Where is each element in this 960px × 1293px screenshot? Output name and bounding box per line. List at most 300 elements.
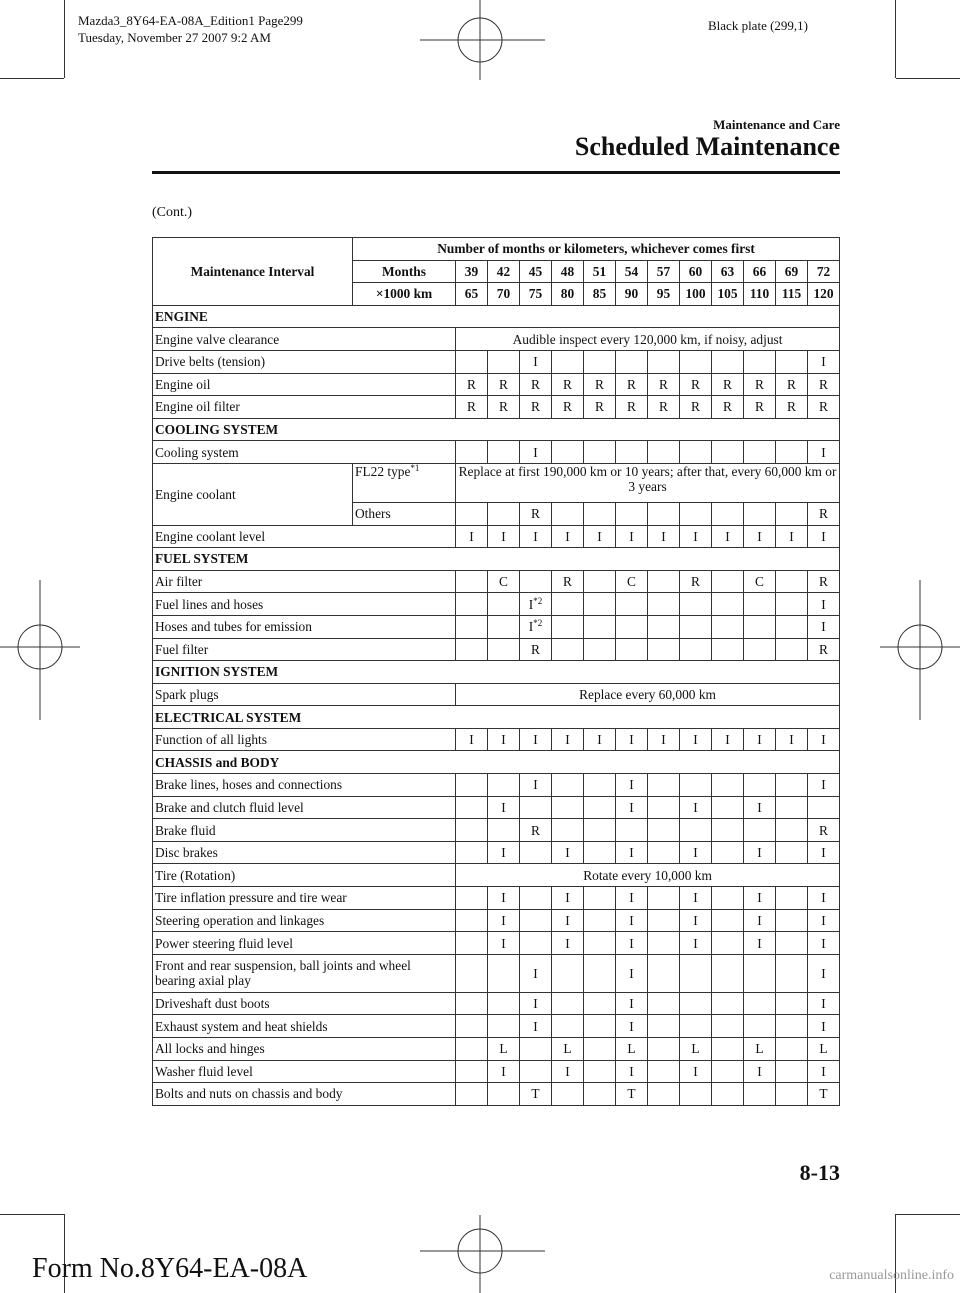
schedule-cell bbox=[488, 954, 520, 992]
schedule-cell bbox=[552, 774, 584, 797]
schedule-cell bbox=[744, 373, 776, 396]
schedule-mark: I bbox=[757, 845, 762, 861]
schedule-mark: I bbox=[533, 1018, 538, 1034]
row-label: Hoses and tubes for emission bbox=[153, 615, 456, 638]
schedule-cell bbox=[456, 1038, 488, 1061]
schedule-cell bbox=[648, 570, 680, 593]
schedule-cell bbox=[616, 638, 648, 661]
schedule-cell bbox=[488, 525, 520, 548]
schedule-cell bbox=[584, 396, 616, 419]
schedule-mark: I bbox=[821, 777, 826, 793]
schedule-cell bbox=[648, 909, 680, 932]
schedule-cell bbox=[584, 615, 616, 638]
schedule-cell bbox=[776, 502, 808, 525]
schedule-cell bbox=[552, 932, 584, 955]
schedule-mark: R bbox=[819, 376, 828, 392]
km-label: ×1000 km bbox=[353, 283, 456, 306]
schedule-cell bbox=[456, 441, 488, 464]
schedule-cell bbox=[744, 1083, 776, 1106]
schedule-mark: R bbox=[755, 376, 764, 392]
schedule-cell bbox=[712, 932, 744, 955]
km-cell: 115 bbox=[776, 283, 808, 306]
row-label: Disc brakes bbox=[153, 841, 456, 864]
schedule-cell bbox=[520, 1060, 552, 1083]
month-cell: 42 bbox=[488, 260, 520, 283]
schedule-mark: T bbox=[627, 1086, 636, 1102]
registration-target-icon bbox=[880, 580, 960, 720]
row-label: Steering operation and linkages bbox=[153, 909, 456, 932]
schedule-cell bbox=[680, 887, 712, 910]
schedule-cell bbox=[776, 728, 808, 751]
schedule-mark: R bbox=[659, 399, 668, 415]
schedule-mark: I bbox=[565, 732, 570, 748]
row-label: Engine valve clearance bbox=[153, 328, 456, 351]
print-header-file: Mazda3_8Y64-EA-08A_Edition1 Page299 bbox=[78, 13, 303, 28]
schedule-cell bbox=[456, 728, 488, 751]
schedule-cell bbox=[808, 841, 840, 864]
schedule-cell bbox=[776, 593, 808, 616]
schedule-cell bbox=[456, 887, 488, 910]
crop-mark bbox=[896, 78, 960, 79]
schedule-cell bbox=[456, 819, 488, 842]
schedule-mark: C bbox=[627, 574, 636, 590]
schedule-cell bbox=[488, 909, 520, 932]
schedule-mark: L bbox=[563, 1041, 572, 1057]
schedule-cell bbox=[616, 570, 648, 593]
schedule-cell bbox=[616, 819, 648, 842]
schedule-mark: I bbox=[469, 528, 474, 544]
schedule-cell bbox=[520, 570, 552, 593]
schedule-cell bbox=[680, 350, 712, 373]
schedule-mark: R bbox=[531, 822, 540, 838]
km-cell: 95 bbox=[648, 283, 680, 306]
schedule-mark: I bbox=[629, 1063, 634, 1079]
table-row bbox=[153, 683, 840, 706]
schedule-cell bbox=[680, 774, 712, 797]
schedule-cell bbox=[648, 615, 680, 638]
schedule-cell bbox=[680, 909, 712, 932]
schedule-cell bbox=[776, 774, 808, 797]
schedule-cell bbox=[584, 1060, 616, 1083]
schedule-cell bbox=[648, 774, 680, 797]
schedule-cell bbox=[616, 796, 648, 819]
month-cell: 57 bbox=[648, 260, 680, 283]
table-row bbox=[153, 841, 840, 864]
month-cell: 66 bbox=[744, 260, 776, 283]
schedule-cell bbox=[584, 932, 616, 955]
schedule-cell bbox=[584, 819, 616, 842]
schedule-cell bbox=[488, 796, 520, 819]
schedule-cell bbox=[584, 1038, 616, 1061]
schedule-mark: I bbox=[528, 596, 534, 612]
page-title: Scheduled Maintenance bbox=[574, 132, 840, 161]
schedule-cell bbox=[808, 593, 840, 616]
table-row bbox=[153, 796, 840, 819]
schedule-cell bbox=[744, 615, 776, 638]
schedule-mark: I bbox=[821, 935, 826, 951]
schedule-cell bbox=[584, 525, 616, 548]
schedule-cell bbox=[488, 992, 520, 1015]
schedule-cell bbox=[776, 350, 808, 373]
schedule-mark: R bbox=[819, 641, 828, 657]
schedule-cell bbox=[520, 593, 552, 616]
registration-target-icon bbox=[0, 580, 80, 720]
crop-mark bbox=[0, 1214, 64, 1215]
schedule-mark: R bbox=[531, 506, 540, 522]
schedule-cell bbox=[648, 932, 680, 955]
schedule-cell bbox=[744, 350, 776, 373]
crop-mark bbox=[64, 0, 65, 78]
table-row bbox=[153, 909, 840, 932]
schedule-cell bbox=[520, 638, 552, 661]
schedule-mark: I bbox=[565, 890, 570, 906]
schedule-mark: R bbox=[563, 376, 572, 392]
crop-mark bbox=[0, 78, 64, 79]
schedule-cell bbox=[584, 1015, 616, 1038]
schedule-cell bbox=[520, 1015, 552, 1038]
schedule-cell bbox=[712, 819, 744, 842]
section-label: Maintenance and Care bbox=[713, 117, 840, 132]
schedule-cell bbox=[584, 570, 616, 593]
section-row bbox=[153, 418, 840, 441]
schedule-cell bbox=[712, 796, 744, 819]
schedule-cell bbox=[488, 841, 520, 864]
schedule-mark: R bbox=[787, 399, 796, 415]
schedule-mark: R bbox=[499, 376, 508, 392]
section-heading: IGNITION SYSTEM bbox=[153, 661, 840, 684]
schedule-cell bbox=[648, 1015, 680, 1038]
schedule-cell bbox=[520, 887, 552, 910]
schedule-mark: I bbox=[693, 935, 698, 951]
table-row bbox=[153, 638, 840, 661]
coolant-type-label bbox=[353, 463, 456, 502]
row-label: Bolts and nuts on chassis and body bbox=[153, 1083, 456, 1106]
schedule-mark: R bbox=[755, 399, 764, 415]
schedule-cell bbox=[648, 887, 680, 910]
schedule-cell bbox=[552, 1060, 584, 1083]
row-note: Rotate every 10,000 km bbox=[456, 864, 840, 887]
schedule-cell bbox=[712, 909, 744, 932]
schedule-cell bbox=[808, 502, 840, 525]
schedule-cell bbox=[712, 841, 744, 864]
schedule-mark: I bbox=[821, 890, 826, 906]
schedule-cell bbox=[488, 774, 520, 797]
schedule-mark: I bbox=[725, 528, 730, 544]
schedule-cell bbox=[712, 396, 744, 419]
table-row bbox=[153, 615, 840, 638]
schedule-mark: I bbox=[501, 845, 506, 861]
schedule-cell bbox=[744, 796, 776, 819]
schedule-mark: I bbox=[693, 732, 698, 748]
schedule-mark: I bbox=[821, 528, 826, 544]
schedule-cell bbox=[744, 841, 776, 864]
section-row bbox=[153, 661, 840, 684]
schedule-cell bbox=[456, 1015, 488, 1038]
schedule-cell bbox=[488, 570, 520, 593]
schedule-cell bbox=[488, 638, 520, 661]
table-row bbox=[153, 441, 840, 464]
schedule-mark: C bbox=[755, 574, 764, 590]
table-row bbox=[153, 396, 840, 419]
schedule-cell bbox=[584, 887, 616, 910]
schedule-cell bbox=[520, 728, 552, 751]
schedule-cell bbox=[456, 525, 488, 548]
print-header bbox=[78, 12, 303, 46]
schedule-cell bbox=[616, 502, 648, 525]
row-label: Engine coolant bbox=[153, 463, 353, 525]
schedule-cell bbox=[488, 819, 520, 842]
schedule-mark: I bbox=[629, 996, 634, 1012]
row-label: Front and rear suspension, ball joints and wheel bearing axial play bbox=[153, 954, 456, 992]
schedule-cell bbox=[808, 796, 840, 819]
schedule-cell bbox=[456, 396, 488, 419]
schedule-cell bbox=[648, 1038, 680, 1061]
schedule-mark: I bbox=[533, 354, 538, 370]
schedule-mark: I bbox=[757, 890, 762, 906]
schedule-cell bbox=[520, 525, 552, 548]
schedule-cell bbox=[552, 1038, 584, 1061]
schedule-cell bbox=[712, 441, 744, 464]
km-cell: 80 bbox=[552, 283, 584, 306]
schedule-cell bbox=[552, 887, 584, 910]
schedule-cell bbox=[776, 615, 808, 638]
schedule-cell bbox=[808, 954, 840, 992]
km-cell: 65 bbox=[456, 283, 488, 306]
schedule-cell bbox=[648, 593, 680, 616]
schedule-cell bbox=[680, 396, 712, 419]
schedule-mark: I bbox=[528, 619, 534, 635]
title-rule bbox=[152, 171, 840, 174]
schedule-mark: I bbox=[757, 912, 762, 928]
schedule-cell bbox=[616, 932, 648, 955]
schedule-mark: I bbox=[821, 965, 826, 981]
schedule-cell bbox=[680, 1015, 712, 1038]
schedule-cell bbox=[584, 796, 616, 819]
schedule-mark: R bbox=[787, 376, 796, 392]
schedule-mark: I bbox=[565, 912, 570, 928]
schedule-cell bbox=[616, 909, 648, 932]
schedule-cell bbox=[680, 728, 712, 751]
schedule-cell bbox=[616, 1060, 648, 1083]
schedule-mark: R bbox=[819, 574, 828, 590]
schedule-cell bbox=[712, 1083, 744, 1106]
section-row bbox=[153, 305, 840, 328]
schedule-cell bbox=[520, 502, 552, 525]
schedule-cell bbox=[648, 525, 680, 548]
schedule-cell bbox=[456, 570, 488, 593]
km-cell: 120 bbox=[808, 283, 840, 306]
schedule-cell bbox=[744, 396, 776, 419]
schedule-mark: I bbox=[821, 912, 826, 928]
schedule-cell bbox=[520, 774, 552, 797]
crop-mark bbox=[895, 0, 896, 78]
schedule-cell bbox=[776, 909, 808, 932]
schedule-cell bbox=[456, 350, 488, 373]
schedule-cell bbox=[648, 954, 680, 992]
table-row bbox=[153, 525, 840, 548]
schedule-cell bbox=[456, 841, 488, 864]
table-row bbox=[153, 1060, 840, 1083]
schedule-cell bbox=[488, 728, 520, 751]
page-number: 8-13 bbox=[799, 1160, 840, 1185]
schedule-cell bbox=[520, 350, 552, 373]
schedule-cell bbox=[552, 525, 584, 548]
schedule-mark: I bbox=[533, 996, 538, 1012]
schedule-cell bbox=[552, 992, 584, 1015]
row-note: Replace every 60,000 km bbox=[456, 683, 840, 706]
schedule-mark: I bbox=[597, 732, 602, 748]
row-label: Air filter bbox=[153, 570, 456, 593]
schedule-mark: I bbox=[629, 845, 634, 861]
table-row bbox=[153, 728, 840, 751]
schedule-mark: I bbox=[757, 732, 762, 748]
coolant-type-label: Others bbox=[353, 502, 456, 525]
schedule-cell bbox=[808, 932, 840, 955]
schedule-cell bbox=[456, 638, 488, 661]
schedule-cell bbox=[456, 796, 488, 819]
schedule-mark: I bbox=[533, 732, 538, 748]
schedule-cell bbox=[808, 441, 840, 464]
schedule-cell bbox=[616, 593, 648, 616]
schedule-cell bbox=[776, 373, 808, 396]
schedule-cell bbox=[584, 841, 616, 864]
schedule-mark: R bbox=[819, 822, 828, 838]
schedule-cell bbox=[680, 1083, 712, 1106]
schedule-mark: I bbox=[629, 799, 634, 815]
row-label: Brake fluid bbox=[153, 819, 456, 842]
schedule-cell bbox=[712, 570, 744, 593]
schedule-mark: I bbox=[821, 619, 826, 635]
schedule-cell bbox=[552, 350, 584, 373]
schedule-mark: I bbox=[533, 528, 538, 544]
schedule-mark: I bbox=[725, 732, 730, 748]
schedule-cell bbox=[552, 638, 584, 661]
section-heading: FUEL SYSTEM bbox=[153, 548, 840, 571]
schedule-cell bbox=[680, 441, 712, 464]
schedule-cell bbox=[616, 1015, 648, 1038]
schedule-mark: I bbox=[501, 890, 506, 906]
schedule-cell bbox=[744, 932, 776, 955]
schedule-mark: R bbox=[659, 376, 668, 392]
schedule-mark: R bbox=[531, 641, 540, 657]
row-label: Driveshaft dust boots bbox=[153, 992, 456, 1015]
schedule-cell bbox=[712, 525, 744, 548]
schedule-cell bbox=[584, 593, 616, 616]
schedule-cell bbox=[776, 887, 808, 910]
schedule-mark: R bbox=[819, 399, 828, 415]
schedule-mark: R bbox=[595, 399, 604, 415]
schedule-cell bbox=[552, 841, 584, 864]
schedule-cell bbox=[680, 819, 712, 842]
schedule-cell bbox=[648, 350, 680, 373]
schedule-mark: I bbox=[629, 777, 634, 793]
schedule-cell bbox=[520, 954, 552, 992]
schedule-cell bbox=[584, 774, 616, 797]
schedule-cell bbox=[648, 441, 680, 464]
schedule-cell bbox=[808, 1083, 840, 1106]
schedule-mark: I bbox=[629, 935, 634, 951]
row-label: All locks and hinges bbox=[153, 1038, 456, 1061]
schedule-cell bbox=[488, 1060, 520, 1083]
schedule-cell bbox=[584, 441, 616, 464]
schedule-mark: R bbox=[819, 506, 828, 522]
schedule-cell bbox=[808, 774, 840, 797]
km-cell: 105 bbox=[712, 283, 744, 306]
schedule-mark: R bbox=[723, 399, 732, 415]
table-row bbox=[153, 1083, 840, 1106]
row-label: Engine coolant level bbox=[153, 525, 456, 548]
schedule-cell bbox=[808, 909, 840, 932]
schedule-cell bbox=[552, 1015, 584, 1038]
schedule-cell bbox=[616, 441, 648, 464]
schedule-mark: I bbox=[821, 354, 826, 370]
section-heading: CHASSIS and BODY bbox=[153, 751, 840, 774]
schedule-cell bbox=[552, 593, 584, 616]
row-label: Spark plugs bbox=[153, 683, 456, 706]
schedule-cell bbox=[456, 502, 488, 525]
month-cell: 45 bbox=[520, 260, 552, 283]
footnote-mark: *2 bbox=[533, 618, 543, 629]
row-label: Drive belts (tension) bbox=[153, 350, 456, 373]
months-label: Months bbox=[353, 260, 456, 283]
schedule-mark: I bbox=[533, 444, 538, 460]
table-row bbox=[153, 570, 840, 593]
schedule-cell bbox=[680, 954, 712, 992]
schedule-cell bbox=[520, 441, 552, 464]
schedule-mark: R bbox=[499, 399, 508, 415]
schedule-cell bbox=[744, 1015, 776, 1038]
schedule-cell bbox=[712, 1038, 744, 1061]
schedule-cell bbox=[744, 525, 776, 548]
schedule-cell bbox=[552, 796, 584, 819]
row-label: Power steering fluid level bbox=[153, 932, 456, 955]
schedule-cell bbox=[776, 954, 808, 992]
schedule-cell bbox=[808, 525, 840, 548]
schedule-mark: C bbox=[499, 574, 508, 590]
schedule-cell bbox=[776, 932, 808, 955]
schedule-mark: R bbox=[531, 399, 540, 415]
schedule-cell bbox=[648, 992, 680, 1015]
schedule-cell bbox=[680, 992, 712, 1015]
schedule-cell bbox=[616, 373, 648, 396]
schedule-mark: I bbox=[693, 799, 698, 815]
schedule-mark: I bbox=[533, 965, 538, 981]
schedule-mark: I bbox=[693, 890, 698, 906]
schedule-cell bbox=[520, 373, 552, 396]
table-row bbox=[153, 350, 840, 373]
schedule-mark: I bbox=[821, 1063, 826, 1079]
schedule-mark: I bbox=[629, 1018, 634, 1034]
schedule-cell bbox=[584, 1083, 616, 1106]
month-cell: 39 bbox=[456, 260, 488, 283]
schedule-cell bbox=[776, 441, 808, 464]
table-row bbox=[153, 954, 840, 992]
schedule-cell bbox=[552, 570, 584, 593]
schedule-mark: I bbox=[629, 965, 634, 981]
schedule-cell bbox=[616, 841, 648, 864]
schedule-mark: L bbox=[819, 1041, 828, 1057]
schedule-mark: I bbox=[629, 528, 634, 544]
schedule-cell bbox=[648, 373, 680, 396]
schedule-cell bbox=[456, 593, 488, 616]
section-row bbox=[153, 751, 840, 774]
schedule-cell bbox=[680, 841, 712, 864]
schedule-cell bbox=[520, 909, 552, 932]
row-label: Washer fluid level bbox=[153, 1060, 456, 1083]
schedule-cell bbox=[776, 396, 808, 419]
schedule-mark: T bbox=[531, 1086, 540, 1102]
schedule-cell bbox=[648, 1060, 680, 1083]
